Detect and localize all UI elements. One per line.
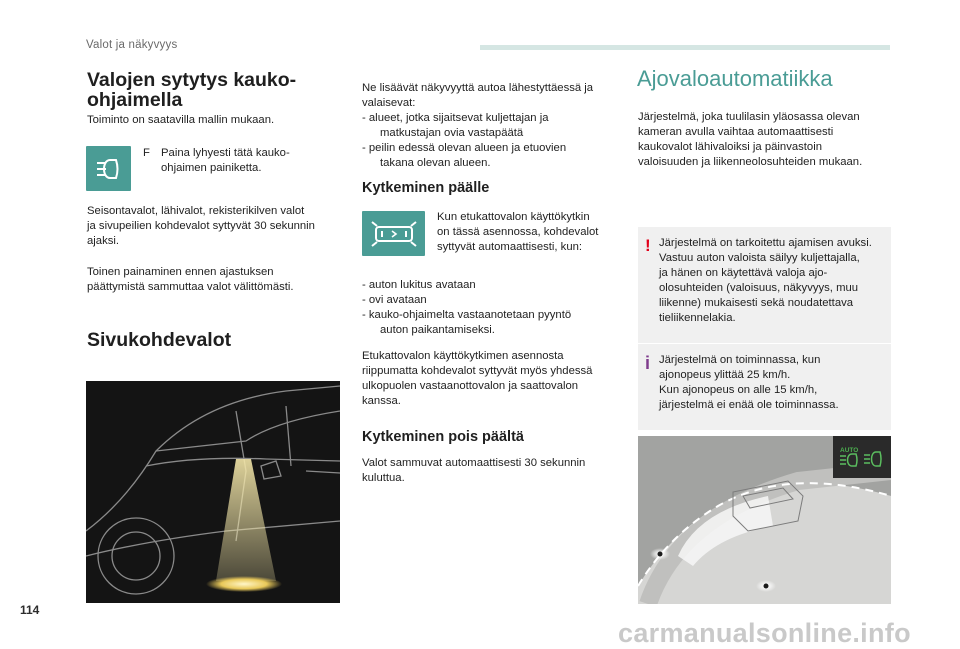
auto-headlamps-intro: Järjestelmä, joka tuulilasin yläosassa olevan kameran avulla vaihtaa automaattisesti kaukovalot lähivaloiksi ja päinvastoin valoisuuden ja liikenneolosuhteiden mukaan.	[638, 111, 863, 168]
road-illustration	[638, 436, 891, 604]
remote-button-illustration	[86, 146, 131, 191]
paragraph-second-press: Toinen painaminen ennen ajastuksen päättymistä sammuttaa valot välittömästi.	[87, 266, 294, 293]
section-header: Valot ja näkyvyys	[86, 39, 178, 51]
step-text: Paina lyhyesti tätä kauko- ohjaimen painiketta.	[161, 147, 290, 174]
list-item: - kauko-ohjaimelta vastaanotetaan pyyntö auton paikantamiseksi.	[362, 309, 572, 336]
courtesy-lamp-icon	[368, 218, 420, 250]
paragraph-lights-on: Seisontavalot, lähivalot, rekisterikilven valot ja sivupeilien kohdevalot syttyvät 30 sekunnin ajaksi.	[87, 205, 315, 247]
side-lamp-photo	[86, 381, 340, 603]
paragraph-welcome-light: Etukattovalon käyttökytkimen asennosta riippumatta kohdevalot syttyvät myös yhdessä ulkopuolen vastaanottovalon ja saattovalon kanssa.	[362, 350, 593, 407]
warning-box	[638, 227, 891, 343]
watermark: carmanualsonline.info	[618, 618, 911, 648]
info-icon: i	[645, 353, 651, 373]
header-rule	[480, 45, 890, 50]
auto-label: AUTO	[840, 447, 859, 454]
lit-areas-list	[362, 111, 622, 171]
list-item: - auton lukitus avataan	[362, 279, 476, 291]
page-number: 114	[20, 603, 40, 617]
activation-conditions-list	[362, 278, 627, 338]
title-side-lamps: Sivukohdevalot	[87, 329, 232, 351]
ceiling-lamp-switch-illustration	[362, 211, 425, 256]
info-text: Järjestelmä on toiminnassa, kun ajonopeus ylittää 25 km/h. Kun ajonopeus on alle 15 km/h, järjestelmä ei enää ole toiminnassa.	[659, 354, 839, 412]
list-item: - peilin edessä olevan alueen ja etuovien takana olevan alueen.	[362, 142, 567, 169]
title-switch-off: Kytkeminen pois päältä	[362, 429, 524, 445]
warning-icon: !	[645, 236, 651, 255]
warning-text: Järjestelmä on tarkoitettu ajamisen avuksi. Vastuu auton valoista säilyy kuljettajalla, ja hänen on käytettävä valoja ajo- olosuhteiden (valoisuus, näkyvyys, muu liikenne) mukaisesti sekä noudatettava tieliikennelakia.	[659, 237, 872, 325]
intro-text: Toiminto on saatavilla mallin mukaan.	[87, 114, 275, 126]
list-item: - ovi avataan	[362, 294, 427, 306]
info-box	[638, 344, 891, 430]
title-auto-headlamps: Ajovaloautomatiikka	[637, 66, 833, 91]
headlamp-button-icon	[94, 157, 124, 181]
switch-on-text: Kun etukattovalon käyttökytkin on tässä asennossa, kohdevalot syttyvät automaattisesti, kun:	[437, 211, 599, 253]
switch-off-text: Valot sammuvat automaattisesti 30 sekunnin kuluttua.	[362, 457, 586, 484]
side-lamps-intro: Ne lisäävät näkyvyyttä autoa lähestyttäessä ja valaisevat:	[362, 82, 594, 109]
step-marker: F	[143, 147, 150, 159]
auto-headlamp-illustration	[638, 436, 891, 604]
title-switch-on: Kytkeminen päälle	[362, 180, 490, 196]
list-item: - alueet, jotka sijaitsevat kuljettajan ja matkustajan ovia vastapäätä	[362, 112, 549, 139]
title-remote-lighting: Valojen sytytys kauko- ohjaimella	[87, 69, 297, 111]
car-courtesy-lamp-illustration	[86, 381, 340, 603]
